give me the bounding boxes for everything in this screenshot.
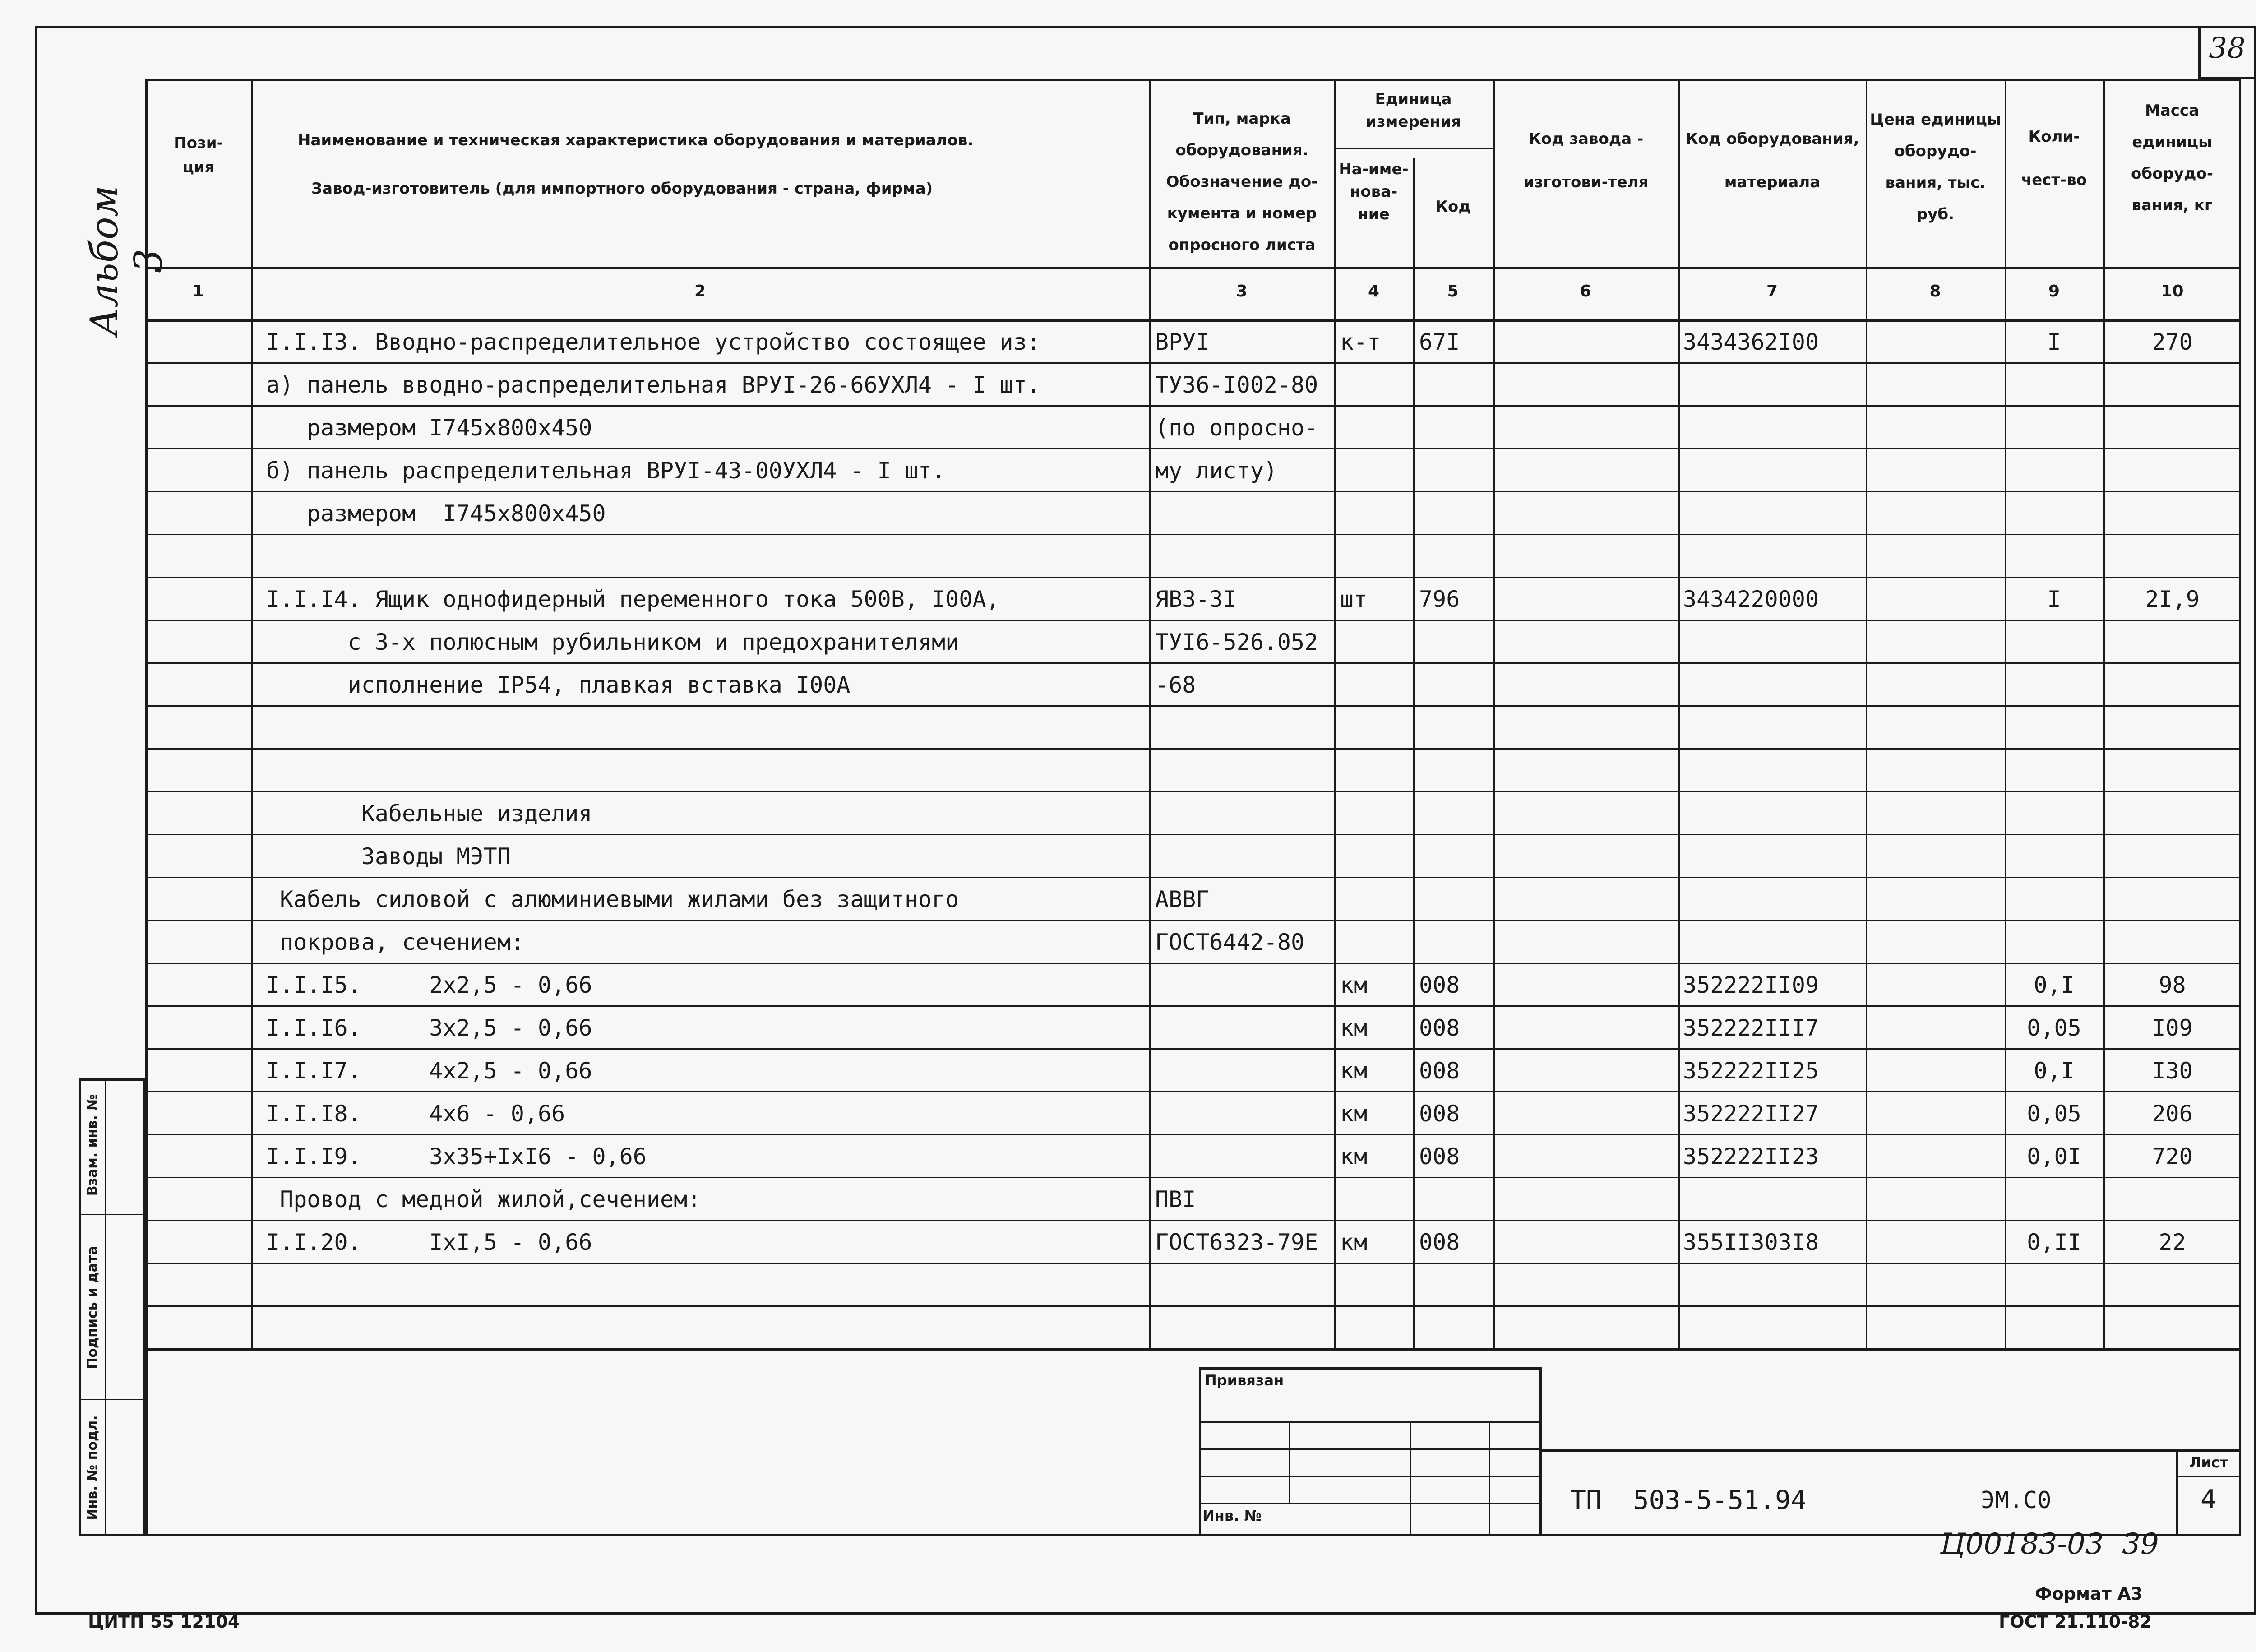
row-line [145, 963, 2241, 964]
row-equipment-code: 352222II27 [1683, 1101, 1819, 1127]
row-unit: км [1340, 1058, 1368, 1084]
row-unit: км [1340, 1143, 1368, 1170]
col-line [1413, 158, 1415, 1349]
col-line [1334, 79, 1336, 1349]
row-line [145, 705, 2241, 707]
row-unit-code: 008 [1419, 1101, 1460, 1127]
header-type: Тип, марка оборудования. Обозначение до-кумента и номер опросного листа [1166, 110, 1318, 254]
row-equipment-code: 352222II23 [1683, 1143, 1819, 1170]
header-unit: Единица измерения [1366, 90, 1461, 131]
row-line [145, 748, 2241, 750]
col-line [1678, 79, 1680, 1349]
row-quantity: 0,05 [2027, 1015, 2081, 1041]
row-mass: 98 [2159, 972, 2186, 998]
row-type: му листу) [1155, 458, 1277, 484]
col-line [1866, 79, 1867, 1349]
row-equipment-code: 352222II09 [1683, 972, 1819, 998]
row-type: ЯВЗ-3I [1155, 586, 1237, 612]
row-quantity: I [2047, 586, 2061, 612]
header-plant-code: Код завода - изготови-теля [1523, 130, 1649, 191]
row-line [145, 577, 2241, 578]
row-name: I.I.I4. Ящик однофидерный переменного тока 500В, I00А, [266, 586, 1000, 612]
row-line [145, 834, 2241, 835]
row-unit-code: 008 [1419, 972, 1460, 998]
row-unit-code: 008 [1419, 1143, 1460, 1170]
row-quantity: I [2047, 329, 2061, 355]
row-unit: к-т [1340, 329, 1381, 355]
row-mass: 206 [2152, 1101, 2193, 1127]
header-position: Пози- ция [174, 134, 223, 176]
table-body-bottom [145, 1348, 2241, 1351]
column-number-7: 7 [1766, 282, 1778, 301]
row-mass: 22 [2159, 1229, 2186, 1255]
header-bottom-line [145, 267, 2241, 269]
side-label-signature: Подпись и дата [84, 1246, 101, 1369]
row-line [145, 920, 2241, 921]
column-number-6: 6 [1580, 282, 1591, 301]
column-number-9: 9 [2048, 282, 2060, 301]
row-line [145, 1305, 2241, 1307]
row-quantity: 0,II [2027, 1229, 2081, 1255]
row-type: ТУ36-I002-80 [1155, 372, 1318, 398]
row-type: АВВГ [1155, 886, 1210, 912]
row-line [145, 877, 2241, 878]
album-label: Альбом 3 [82, 185, 171, 337]
inv-no-label: Инв. № [1202, 1507, 1262, 1524]
row-line [145, 1263, 2241, 1264]
unit-subheader-line [1334, 148, 1493, 149]
page-number: 38 [2209, 32, 2246, 65]
header-mass: Масса единицы оборудо-вания, кг [2131, 102, 2213, 214]
row-unit-code: 008 [1419, 1015, 1460, 1041]
row-equipment-code: 3434362I00 [1683, 329, 1819, 355]
col-line [1149, 79, 1151, 1349]
row-type: -68 [1155, 672, 1196, 698]
col-line [251, 79, 253, 1349]
column-number-8: 8 [1929, 282, 1941, 301]
row-line [145, 1134, 2241, 1135]
row-name: размером I745x800x450 [266, 415, 592, 441]
row-mass: I30 [2152, 1058, 2193, 1084]
row-name: а) панель вводно-распределительная ВРУI-26-66УХЛ4 - I шт. [266, 372, 1040, 398]
row-mass: 270 [2152, 329, 2193, 355]
row-equipment-code: 3434220000 [1683, 586, 1819, 612]
header-name-line2: Завод-изготовитель (для импортного оборудования - страна, фирма) [311, 180, 933, 198]
row-quantity: 0,0I [2027, 1143, 2081, 1170]
stamp-line [1199, 1421, 1542, 1423]
row-type: ТУI6-526.052 [1155, 629, 1318, 655]
row-unit: км [1340, 1015, 1368, 1041]
header-unit-code: Код [1435, 198, 1471, 216]
col-line [1493, 79, 1495, 1349]
row-line [145, 534, 2241, 535]
row-unit: шт [1340, 586, 1368, 612]
row-name: I.I.I9. 3x35+IxI6 - 0,66 [266, 1143, 647, 1170]
row-unit-code: 008 [1419, 1058, 1460, 1084]
list-sep [2176, 1476, 2241, 1477]
row-type: (по опросно- [1155, 415, 1318, 441]
row-equipment-code: 352222III7 [1683, 1015, 1819, 1041]
row-line [145, 1220, 2241, 1221]
row-name: I.I.I3. Вводно-распределительное устройство состоящее из: [266, 329, 1040, 355]
stamp-line [1289, 1421, 1290, 1503]
row-line [145, 1048, 2241, 1050]
row-name: покрова, сечением: [266, 929, 524, 955]
header-qty: Коли-чест-во [2021, 128, 2087, 189]
row-unit-code: 796 [1419, 586, 1460, 612]
row-name: с 3-х полюсным рубильником и предохранителями [266, 629, 959, 655]
row-type: ПВI [1155, 1186, 1196, 1212]
title-block-top [1542, 1449, 2241, 1452]
stamp-line [1410, 1421, 1411, 1536]
row-equipment-code: 352222II25 [1683, 1058, 1819, 1084]
row-line [145, 620, 2241, 621]
row-mass: 2I,9 [2145, 586, 2200, 612]
column-number-5: 5 [1447, 282, 1459, 301]
row-line [145, 491, 2241, 492]
column-number-3: 3 [1236, 282, 1248, 301]
stamp-line [1489, 1421, 1490, 1536]
row-type: ГОСТ6442-80 [1155, 929, 1305, 955]
row-name: размером I745x800x450 [266, 500, 606, 527]
row-name: Кабель силовой с алюминиевыми жилами без защитного [266, 886, 959, 912]
side-label-replace: Взам. инв. № [84, 1094, 101, 1196]
row-line [145, 1005, 2241, 1007]
row-quantity: 0,I [2034, 1058, 2075, 1084]
row-name: I.I.I5. 2x2,5 - 0,66 [266, 972, 592, 998]
row-line [145, 1091, 2241, 1092]
row-line [145, 791, 2241, 792]
sheet-code: ЭМ.С0 [1981, 1487, 2052, 1514]
row-unit-code: 67I [1419, 329, 1460, 355]
row-quantity: 0,I [2034, 972, 2075, 998]
stamp-line [1199, 1503, 1542, 1504]
row-name: Заводы МЭТП [266, 843, 511, 870]
list-label: Лист [2189, 1454, 2228, 1471]
handwritten-code: Ц00183-03 39 [1940, 1527, 2159, 1561]
row-name: I.I.I8. 4x6 - 0,66 [266, 1101, 565, 1127]
stamp-line [1199, 1476, 1542, 1477]
row-unit: км [1340, 1101, 1368, 1127]
row-name: Кабельные изделия [266, 801, 592, 827]
stamp-line [1199, 1448, 1542, 1450]
column-number-1: 1 [192, 282, 204, 301]
row-equipment-code: 355II303I8 [1683, 1229, 1819, 1255]
format-label: Формат А3 [2035, 1584, 2143, 1604]
row-line [145, 405, 2241, 407]
list-number: 4 [2201, 1485, 2217, 1514]
header-unit-name: На-име-нова-ние [1339, 160, 1409, 223]
row-type: ВРУI [1155, 329, 1210, 355]
header-name-line1: Наименование и техническая характеристика оборудования и материалов. [298, 131, 974, 149]
row-line [145, 1177, 2241, 1178]
row-line [145, 662, 2241, 664]
row-mass: 720 [2152, 1143, 2193, 1170]
doc-code: ТП 503-5-51.94 [1570, 1485, 1807, 1515]
column-number-2: 2 [694, 282, 706, 301]
row-line [145, 448, 2241, 449]
header-price: Цена единицы оборудо-вания, тыс. руб. [1870, 111, 2001, 223]
row-unit-code: 008 [1419, 1229, 1460, 1255]
row-line [145, 362, 2241, 364]
header-equip-code: Код оборудования, материала [1685, 130, 1859, 191]
column-number-4: 4 [1368, 282, 1380, 301]
row-name: Провод с медной жилой,сечением: [266, 1186, 701, 1212]
row-name: I.I.20. IxI,5 - 0,66 [266, 1229, 592, 1255]
row-name: I.I.I7. 4x2,5 - 0,66 [266, 1058, 592, 1084]
row-mass: I09 [2152, 1015, 2193, 1041]
colnum-bottom-line [145, 319, 2241, 322]
row-unit: км [1340, 972, 1368, 998]
side-strip-sep [105, 1078, 106, 1536]
row-name: исполнение IP54, плавкая вставка I00А [266, 672, 851, 698]
privyazan-label: Привязан [1205, 1372, 1284, 1389]
row-name: I.I.I6. 3x2,5 - 0,66 [266, 1015, 592, 1041]
row-name: б) панель распределительная ВРУI-43-00УХЛ4 - I шт. [266, 458, 946, 484]
row-type: ГОСТ6323-79Е [1155, 1229, 1318, 1255]
row-quantity: 0,05 [2027, 1101, 2081, 1127]
gost-label: ГОСТ 21.110-82 [1999, 1612, 2152, 1632]
row-unit: км [1340, 1229, 1368, 1255]
citp-label: ЦИТП 55 12104 [88, 1612, 240, 1632]
title-block-sep [2176, 1449, 2178, 1536]
column-number-10: 10 [2161, 282, 2184, 301]
side-label-inventory: Инв. № подл. [84, 1415, 101, 1520]
